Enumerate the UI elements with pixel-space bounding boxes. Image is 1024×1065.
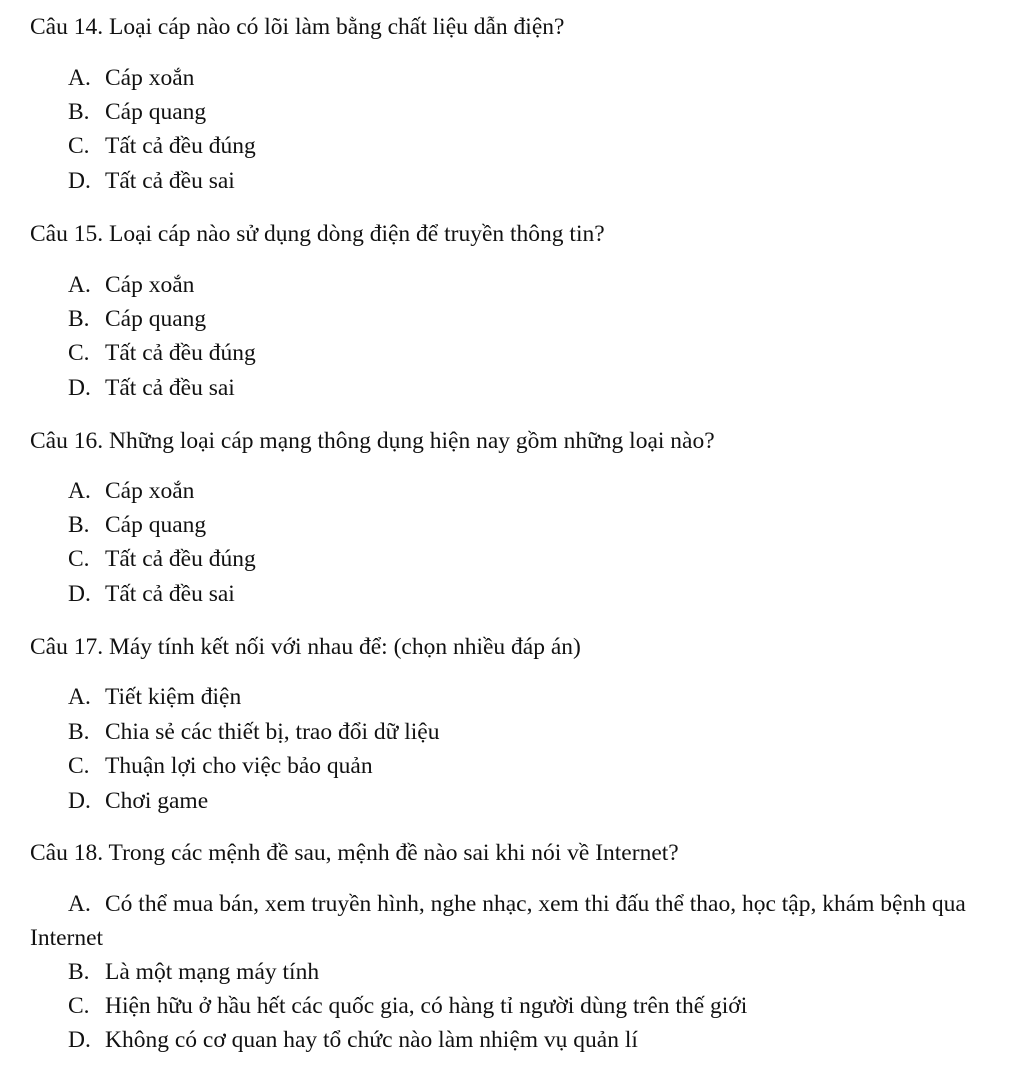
option-letter: C. bbox=[68, 993, 90, 1019]
question-17-option-a[interactable] bbox=[68, 682, 241, 712]
question-16-option-a[interactable] bbox=[68, 476, 194, 506]
option-text: Có thể mua bán, xem truyền hình, nghe nhạc, xem thi đấu thể thao, học tập, khám bệnh qua Internet bbox=[30, 891, 966, 951]
question-14-option-b[interactable] bbox=[68, 97, 206, 127]
option-text: Cáp quang bbox=[105, 306, 207, 332]
option-text: Chia sẻ các thiết bị, trao đổi dữ liệu bbox=[105, 719, 440, 745]
question-17-title: Câu 17. Máy tính kết nối với nhau để: (chọn nhiều đáp án) bbox=[30, 634, 581, 660]
question-15-title: Câu 15. Loại cáp nào sử dụng dòng điện để truyền thông tin? bbox=[30, 221, 605, 247]
option-text: Là một mạng máy tính bbox=[105, 959, 320, 985]
option-text: Tất cả đều sai bbox=[105, 581, 235, 607]
question-17-option-c[interactable] bbox=[68, 751, 373, 781]
option-text: Hiện hữu ở hầu hết các quốc gia, có hàng tỉ người dùng trên thế giới bbox=[105, 993, 748, 1019]
option-letter: A. bbox=[68, 272, 91, 298]
question-15-option-c[interactable] bbox=[68, 338, 256, 368]
option-text: Tất cả đều đúng bbox=[105, 546, 256, 572]
option-letter: D. bbox=[68, 581, 91, 607]
question-16-title: Câu 16. Những loại cáp mạng thông dụng hiện nay gồm những loại nào? bbox=[30, 428, 715, 454]
option-text: Tất cả đều sai bbox=[105, 168, 235, 194]
option-letter: A. bbox=[68, 65, 91, 91]
option-text: Thuận lợi cho việc bảo quản bbox=[105, 753, 373, 779]
option-letter: C. bbox=[68, 753, 90, 779]
question-18-option-d[interactable] bbox=[68, 1025, 638, 1055]
option-text: Tất cả đều đúng bbox=[105, 340, 256, 366]
option-text: Cáp xoắn bbox=[105, 478, 195, 504]
option-letter: B. bbox=[68, 959, 90, 985]
option-text: Tất cả đều đúng bbox=[105, 133, 256, 159]
question-14-option-a[interactable] bbox=[68, 63, 194, 93]
option-text: Cáp xoắn bbox=[105, 272, 195, 298]
option-text: Cáp quang bbox=[105, 99, 207, 125]
option-letter: C. bbox=[68, 546, 90, 572]
question-18-option-b[interactable] bbox=[68, 957, 319, 987]
option-letter: D. bbox=[68, 1027, 91, 1053]
option-text: Cáp xoắn bbox=[105, 65, 195, 91]
option-letter: D. bbox=[68, 168, 91, 194]
option-letter: A. bbox=[68, 478, 91, 504]
question-18-option-a[interactable] bbox=[30, 887, 1020, 955]
question-15-option-d[interactable] bbox=[68, 373, 235, 403]
option-letter: D. bbox=[68, 788, 91, 814]
option-text: Cáp quang bbox=[105, 512, 207, 538]
question-16-option-c[interactable] bbox=[68, 544, 256, 574]
question-18-option-c[interactable] bbox=[68, 991, 747, 1021]
question-14-option-d[interactable] bbox=[68, 166, 235, 196]
question-16-option-b[interactable] bbox=[68, 510, 206, 540]
option-letter: A. bbox=[68, 891, 91, 917]
question-15-option-a[interactable] bbox=[68, 270, 194, 300]
option-letter: A. bbox=[68, 684, 91, 710]
option-text: Tiết kiệm điện bbox=[105, 684, 242, 710]
question-14-title: Câu 14. Loại cáp nào có lõi làm bằng chất liệu dẫn điện? bbox=[30, 14, 565, 40]
option-text: Không có cơ quan hay tổ chức nào làm nhiệm vụ quản lí bbox=[105, 1027, 638, 1053]
question-17-option-d[interactable] bbox=[68, 786, 208, 816]
option-text: Tất cả đều sai bbox=[105, 375, 235, 401]
option-letter: B. bbox=[68, 306, 90, 332]
option-letter: B. bbox=[68, 719, 90, 745]
question-16-option-d[interactable] bbox=[68, 579, 235, 609]
option-text: Chơi game bbox=[105, 788, 209, 814]
question-15-option-b[interactable] bbox=[68, 304, 206, 334]
question-17-option-b[interactable] bbox=[68, 717, 439, 747]
option-letter: C. bbox=[68, 133, 90, 159]
option-letter: C. bbox=[68, 340, 90, 366]
question-14-option-c[interactable] bbox=[68, 131, 256, 161]
option-letter: B. bbox=[68, 99, 90, 125]
option-letter: D. bbox=[68, 375, 91, 401]
option-letter: B. bbox=[68, 512, 90, 538]
question-18-title: Câu 18. Trong các mệnh đề sau, mệnh đề nào sai khi nói về Internet? bbox=[30, 840, 679, 866]
